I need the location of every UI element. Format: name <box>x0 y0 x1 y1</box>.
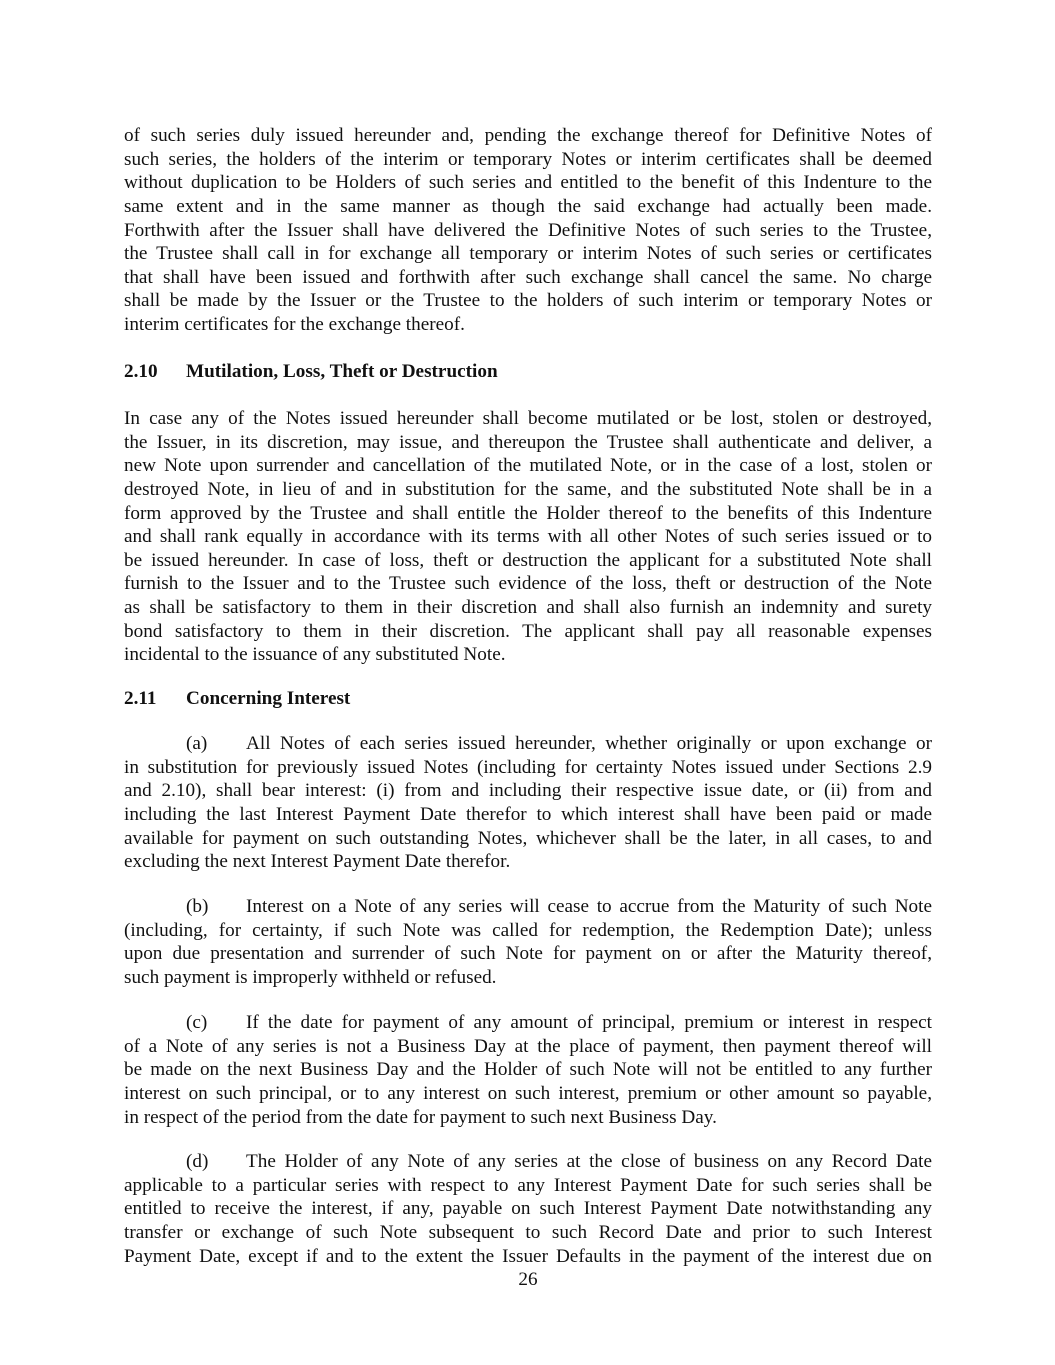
section-number: 2.11 <box>124 688 157 709</box>
text-line: Forthwith after the Issuer shall have delivered the Definitive Notes of such series to the Trustee, <box>124 219 932 241</box>
page-number: 26 <box>518 1269 538 1290</box>
text-line: without duplication to be Holders of such series and entitled to the benefit of this Indenture to the <box>124 172 932 194</box>
text-line: in respect of the period from the date for payment to such next Business Day. <box>124 1106 717 1128</box>
section-2-10-body <box>124 407 932 667</box>
text-line <box>124 895 932 919</box>
text-line-content: Interest on a Note of any series will cease to accrue from the Maturity of such Note <box>246 896 932 917</box>
text-line: form approved by the Trustee and shall entitle the Holder thereof to the benefits of this Indenture <box>124 502 932 524</box>
text-line-content: The Holder of any Note of any series at the close of business on any Record Date <box>246 1151 932 1172</box>
section-title: Mutilation, Loss, Theft or Destruction <box>186 361 498 382</box>
subsection-b <box>124 895 932 990</box>
section-heading-2-11 <box>124 687 350 711</box>
text-line: including the last Interest Payment Date therefor to which interest shall have been paid or made <box>124 803 932 825</box>
text-line: incidental to the issuance of any substituted Note. <box>124 644 506 666</box>
text-line: be issued hereunder. In case of loss, theft or destruction the applicant for a substituted Note shall <box>124 549 932 571</box>
subsection-marker: (d) <box>186 1151 209 1172</box>
text-line: interest on such principal, or to any interest on such interest, premium or other amount so payable, <box>124 1082 932 1104</box>
text-line: bond satisfactory to them in their discretion. The applicant shall pay all reasonable expenses <box>124 620 932 642</box>
text-line: such payment is improperly withheld or refused. <box>124 966 497 988</box>
text-line: excluding the next Interest Payment Date therefor. <box>124 851 511 873</box>
text-line: same extent and in the same manner as though the said exchange had actually been made. <box>124 195 932 217</box>
text-line: furnish to the Issuer and to the Trustee such evidence of the loss, theft or destruction of the Note <box>124 573 932 595</box>
text-line: Payment Date, except if and to the extent the Issuer Defaults in the payment of the interest due on <box>124 1245 932 1267</box>
section-title: Concerning Interest <box>186 688 351 709</box>
text-line: new Note upon surrender and cancellation of the mutilated Note, or in the case of a lost, stolen or <box>124 455 932 477</box>
text-line: be made on the next Business Day and the Holder of such Note will not be entitled to any further <box>124 1059 932 1081</box>
subsection-marker: (c) <box>186 1012 208 1033</box>
text-line <box>124 1011 932 1035</box>
text-line: interim certificates for the exchange thereof. <box>124 314 465 336</box>
text-line <box>124 1150 932 1174</box>
text-line-content: All Notes of each series issued hereunder, whether originally or upon exchange or <box>246 733 932 754</box>
subsection-a <box>124 732 932 874</box>
text-line: (including, for certainty, if such Note was called for redemption, the Redemption Date); unless <box>124 919 932 941</box>
text-line: upon due presentation and surrender of such Note for payment on or after the Maturity thereof, <box>124 943 932 965</box>
text-line: such series, the holders of the interim or temporary Notes or interim certificates shall be deemed <box>124 148 932 170</box>
text-line: available for payment on such outstanding Notes, whichever shall be the later, in all cases, to and <box>124 827 932 849</box>
text-line: in substitution for previously issued Notes (including for certainty Notes issued under Sections 2.9 <box>124 756 932 778</box>
intro-paragraph <box>124 124 932 337</box>
text-line: transfer or exchange of such Note subsequent to such Record Date and prior to such Interest <box>124 1221 932 1243</box>
text-line: In case any of the Notes issued hereunder shall become mutilated or be lost, stolen or destroyed, <box>124 408 932 429</box>
text-line: destroyed Note, in lieu of and in substitution for the same, and the substituted Note shall be in a <box>124 478 932 500</box>
text-line: of such series duly issued hereunder and, pending the exchange thereof for Definitive Notes of <box>124 125 932 146</box>
text-line: entitled to receive the interest, if any, payable on such Interest Payment Date notwithstanding any <box>124 1198 932 1220</box>
text-line: applicable to a particular series with respect to any Interest Payment Date for such series shall be <box>124 1174 932 1196</box>
section-number: 2.10 <box>124 361 158 382</box>
text-line: and 2.10), shall bear interest: (i) from and including their respective issue date, or (ii) from and <box>124 780 932 802</box>
text-line: that shall have been issued and forthwith after such exchange shall cancel the same. No charge <box>124 266 932 288</box>
subsection-c <box>124 1011 932 1129</box>
subsection-d <box>124 1150 932 1268</box>
text-line: of a Note of any series is not a Business Day at the place of payment, then payment thereof will <box>124 1035 932 1057</box>
subsection-marker: (b) <box>186 896 209 917</box>
text-line <box>124 732 932 756</box>
text-line: and shall rank equally in accordance with its terms with all other Notes of such series issued or to <box>124 526 932 548</box>
text-line: as shall be satisfactory to them in their discretion and shall also furnish an indemnity and surety <box>124 597 932 619</box>
text-line: the Trustee shall call in for exchange all temporary or interim Notes of such series or certificates <box>124 243 932 265</box>
section-heading-2-10 <box>124 360 498 384</box>
subsection-marker: (a) <box>186 733 208 754</box>
text-line-content: If the date for payment of any amount of principal, premium or interest in respect <box>246 1012 932 1033</box>
text-line: shall be made by the Issuer or the Trustee to the holders of such interim or temporary Notes or <box>124 290 932 312</box>
text-line: the Issuer, in its discretion, may issue, and thereupon the Trustee shall authenticate and deliver, a <box>124 431 932 453</box>
